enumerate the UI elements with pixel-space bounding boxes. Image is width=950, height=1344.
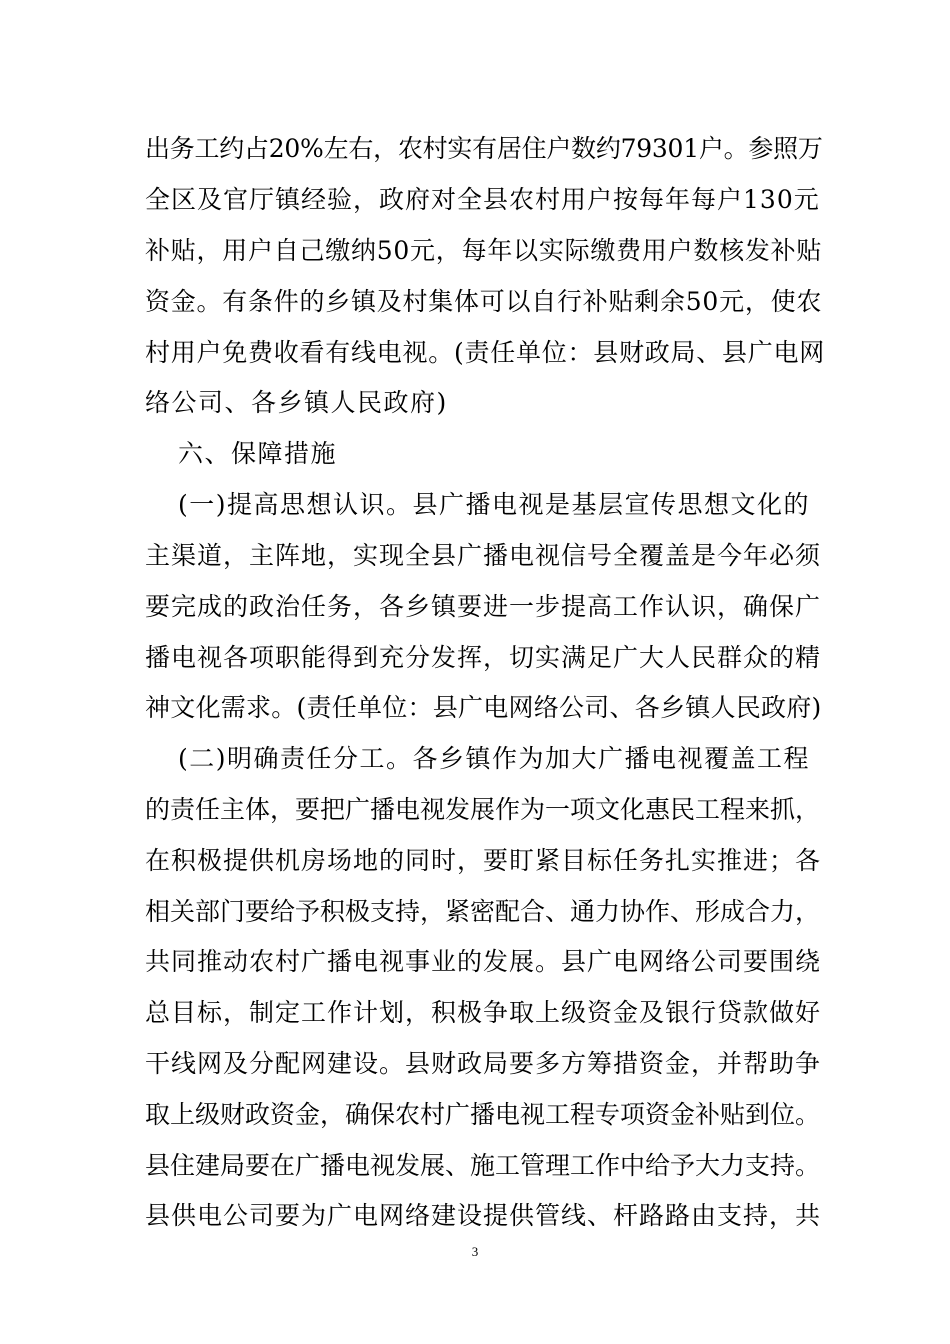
text-line: 在积极提供机房场地的同时，要盯紧目标任务扎实推进；各: [145, 846, 822, 875]
text-line: 相关部门要给予积极支持，紧密配合、通力协作、形成合力，: [145, 897, 821, 926]
text-line: 县住建局要在广播电视发展、施工管理工作中给予大力支持。: [145, 1151, 821, 1180]
section-heading: 六、保障措施: [178, 439, 338, 468]
text-line: 主渠道，主阵地，实现全县广播电视信号全覆盖是今年必须: [145, 541, 822, 570]
text-line: 播电视各项职能得到充分发挥，切实满足广大人民群众的精: [145, 643, 822, 672]
text-line: 要完成的政治任务，各乡镇要进一步提高工作认识，确保广: [145, 592, 822, 621]
text-line: 总目标，制定工作计划，积极争取上级资金及银行贷款做好: [145, 998, 822, 1027]
text-line: 络公司、各乡镇人民政府): [145, 388, 448, 417]
text-line: 取上级财政资金，确保农村广播电视工程专项资金补贴到位。: [145, 1100, 821, 1129]
text-line: 县供电公司要为广电网络建设提供管线、杆路路由支持，共: [145, 1201, 822, 1230]
text-line: 共同推动农村广播电视事业的发展。县广电网络公司要围绕: [145, 947, 822, 976]
text-line: 补贴，用户自己缴纳50元，每年以实际缴费用户数核发补贴: [145, 236, 823, 265]
text-line: 干线网及分配网建设。县财政局要多方筹措资金，并帮助争: [145, 1049, 822, 1078]
page-number: 3: [471, 1244, 479, 1259]
text-line: 资金。有条件的乡镇及村集体可以自行补贴剩余50元，使农: [145, 287, 823, 316]
text-line: 神文化需求。(责任单位：县广电网络公司、各乡镇人民政府): [145, 693, 822, 722]
text-line: 出务工约占20%左右，农村实有居住户数约79301户。参照万: [145, 134, 823, 163]
text-line: 村用户免费收看有线电视。(责任单位：县财政局、县广电网: [145, 338, 826, 367]
text-line: 全区及官厅镇经验，政府对全县农村用户按每年每户130元: [145, 185, 820, 214]
text-line: (一)提高思想认识。县广播电视是基层宣传思想文化的: [178, 490, 811, 519]
text-line: 的责任主体，要把广播电视发展作为一项文化惠民工程来抓，: [145, 795, 821, 824]
text-line: (二)明确责任分工。各乡镇作为加大广播电视覆盖工程: [178, 744, 811, 773]
